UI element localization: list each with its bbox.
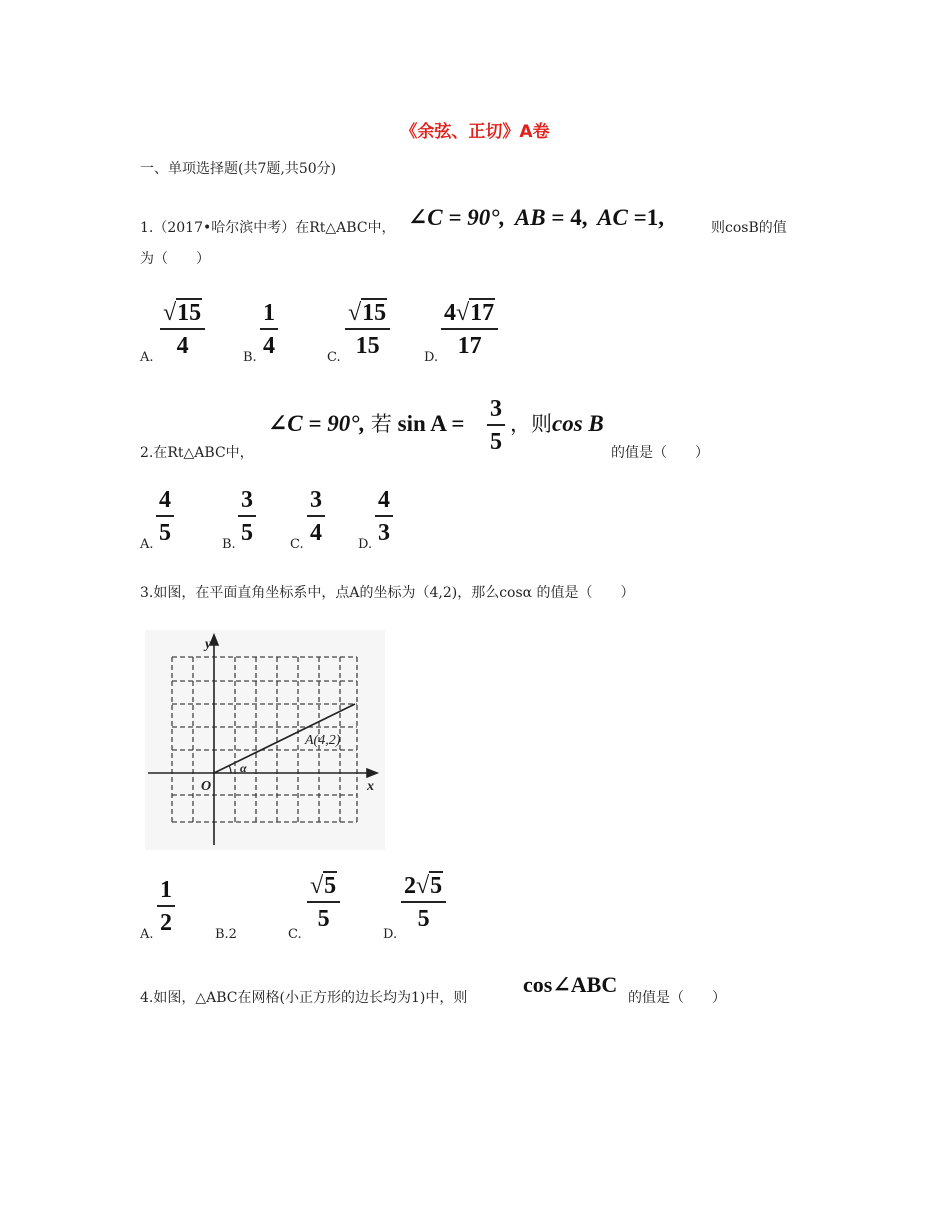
- q1-ac-lhs: AC: [597, 205, 628, 230]
- q3-option-d-fraction: $\frac{2√5}{5}$: [401, 873, 446, 932]
- q2-option-a-fraction: [156, 487, 174, 546]
- q1-option-d-radicand: 17: [470, 300, 495, 326]
- q3-coordinate-figure: [145, 630, 385, 850]
- q1-option-b-label: B.: [243, 350, 257, 365]
- q1-option-c-radicand: 15: [362, 300, 387, 326]
- q2-math-condition: [268, 408, 464, 438]
- y-axis-label: y: [205, 637, 212, 652]
- q3-option-c-fraction: $\frac{√5}{5}$: [307, 873, 340, 932]
- q3-option-a-denominator: 2: [160, 910, 172, 936]
- q2-option-d-numerator: 4: [375, 487, 393, 517]
- q2-option-a-numerator: 4: [156, 487, 174, 517]
- q1-option-a-label: A.: [140, 350, 154, 365]
- q4-math-cos-abc: cos∠ABC: [523, 972, 618, 997]
- q1-angle-c: ∠C = 90°,: [408, 205, 506, 230]
- figure-background: [145, 630, 385, 850]
- q1-option-d-fraction: $\frac{4√17}{17}$: [441, 300, 498, 359]
- q4-stem-tail: 的值是（ ）: [628, 990, 726, 1006]
- q2-condition-numerator: 3: [487, 396, 505, 426]
- section-heading: 一、单项选择题(共7题,共50分): [140, 161, 337, 177]
- q2-cos-b: cos B: [552, 411, 604, 436]
- point-a-label: A(4,2): [305, 733, 341, 748]
- q1-option-c-fraction: $\frac{√15}{15}$: [345, 300, 390, 359]
- q3-option-c-label: C.: [288, 927, 302, 942]
- q4-stem: 4.如图，△ABC在网格(小正方形的边长均为1)中，则: [140, 990, 468, 1006]
- q2-ze: ，则: [510, 412, 552, 436]
- q2-option-c-fraction: [307, 487, 325, 546]
- q1-option-b-fraction: [260, 300, 278, 359]
- q3-option-d-label: D.: [383, 927, 398, 942]
- origin-label: O: [201, 779, 212, 794]
- q2-ruo: 若: [370, 412, 392, 436]
- q2-option-a-denominator: 5: [159, 520, 171, 546]
- q1-stem: 1.（2017•哈尔滨中考）在Rt△ABC中，: [140, 220, 396, 236]
- q1-math-condition: [408, 204, 664, 231]
- q3-option-a-fraction: [157, 877, 175, 936]
- q3-option-b: B.2: [215, 927, 237, 942]
- q2-option-b-numerator: 3: [238, 487, 256, 517]
- q3-option-c-denominator: 5: [317, 906, 330, 932]
- q2-option-b-fraction: [238, 487, 256, 546]
- q1-option-d-coefficient: 4: [444, 300, 456, 326]
- q2-option-c-denominator: 4: [310, 520, 322, 546]
- q3-option-d-radicand: 5: [430, 873, 443, 899]
- q3-option-a-label: A.: [140, 927, 154, 942]
- q2-option-c-numerator: 3: [307, 487, 325, 517]
- q2-stem: 2.在Rt△ABC中，: [140, 445, 254, 461]
- q1-option-d-label: D.: [424, 350, 439, 365]
- q1-option-c-denominator: 15: [355, 333, 380, 359]
- q3-option-a-numerator: 1: [157, 877, 175, 907]
- q1-ac-rhs: =1,: [633, 205, 665, 230]
- q2-condition-fraction: [487, 396, 505, 455]
- q2-option-a-label: A.: [140, 537, 154, 552]
- q2-option-c-label: C.: [290, 537, 304, 552]
- q2-stem-tail: 的值是（ ）: [611, 445, 709, 461]
- q2-angle-c: ∠C = 90°,: [268, 411, 366, 436]
- q1-option-b-denominator: 4: [263, 333, 275, 359]
- q1-option-c-label: C.: [327, 350, 341, 365]
- q3-option-c-radicand: 5: [324, 873, 337, 899]
- q1-option-d-denominator: 17: [457, 333, 482, 359]
- q1-option-a-denominator: 4: [176, 333, 189, 359]
- q1-ab-lhs: AB: [514, 205, 546, 230]
- q2-math-tail: [510, 408, 604, 438]
- q1-option-a-fraction: $\frac{√15}{4}$: [160, 300, 205, 359]
- q2-sin-a: sin A =: [397, 411, 465, 436]
- page-title: 《余弦、正切》A卷: [400, 122, 550, 142]
- q1-ab-rhs: = 4,: [551, 205, 588, 230]
- q1-option-a-radicand: 15: [177, 300, 202, 326]
- q2-option-d-label: D.: [358, 537, 373, 552]
- q1-stem-tail: 则cosB的值: [711, 220, 787, 236]
- q3-option-d-denominator: 5: [417, 906, 430, 932]
- q2-option-d-fraction: [375, 487, 393, 546]
- x-axis-label: x: [367, 779, 374, 794]
- q3-stem: 3.如图，在平面直角坐标系中，点A的坐标为（4,2)，那么cosα 的值是（ ）: [140, 585, 635, 601]
- q2-option-b-denominator: 5: [241, 520, 253, 546]
- q1-option-b-numerator: 1: [260, 300, 278, 330]
- q1-line2: 为（ ）: [140, 251, 210, 267]
- q3-option-d-coefficient: 2: [404, 873, 416, 899]
- q2-option-d-denominator: 3: [378, 520, 390, 546]
- q2-option-b-label: B.: [222, 537, 236, 552]
- q2-condition-denominator: 5: [490, 429, 502, 455]
- angle-alpha-label: α: [240, 761, 247, 775]
